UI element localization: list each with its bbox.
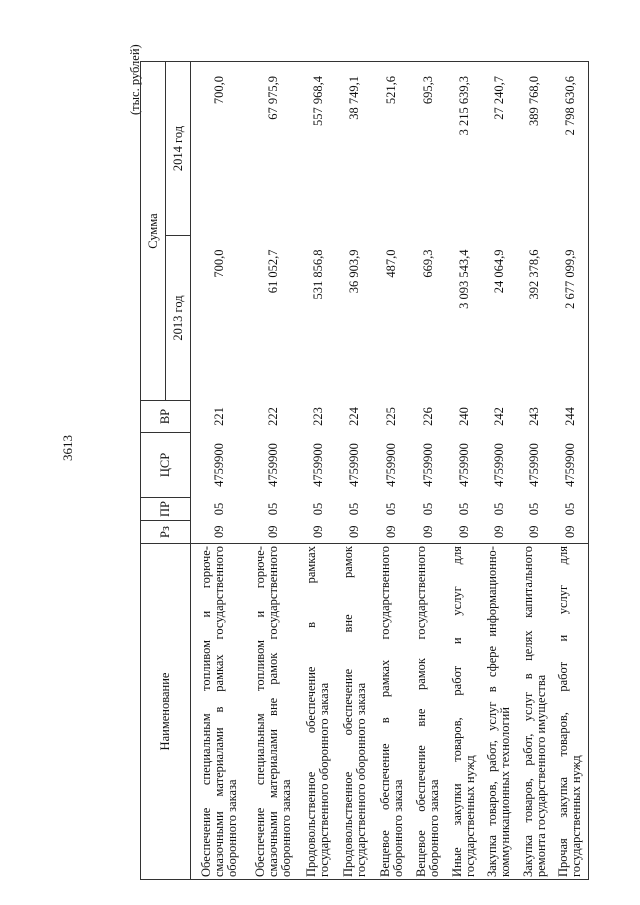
name-word: Иные [450,847,464,877]
name-word: рамках [304,546,318,584]
amount-2013: 2 677 099,9 [553,236,589,401]
amount-2013: 392 378,6 [527,249,541,300]
header-vr: ВР [141,401,191,433]
code-pr: 05 [527,502,541,516]
name-word: топливом [253,639,267,691]
code-rz: 09 [212,525,227,538]
code-rz: 09 [420,525,435,538]
table-row [447,62,482,880]
code-vr: 225 [384,407,398,426]
name-word: государственного [266,546,280,640]
row-name [447,544,482,880]
name-word: работ [450,665,464,696]
row-name [553,544,589,880]
code-vr: 222 [266,407,280,426]
name-word: и [556,634,571,642]
name-word: вне [340,614,355,633]
name-word: работ [556,661,571,692]
name-word: вне [414,708,428,727]
amount-2014: 557 968,4 [301,62,336,236]
table-row [301,62,336,880]
amount-2014: 695,3 [410,62,447,236]
code-csr: 4759900 [491,443,506,487]
name-line [464,546,477,877]
name-line [280,546,293,877]
code-csr: 4759900 [384,443,398,487]
name-word: государственных нужд [463,755,477,877]
amount-2014: 521,6 [374,62,410,236]
amount-2014: 700,0 [191,62,247,236]
code-pr: 05 [384,502,398,516]
name-line [499,546,512,877]
name-word: топливом [199,639,214,691]
name-line [379,546,392,877]
header-rz: Рз [141,521,191,544]
table-row [553,62,589,880]
name-word: государственного [377,546,392,640]
name-word: услуг [450,586,464,616]
table-header [141,62,191,880]
name-line [226,546,239,877]
row-name [301,544,336,880]
name-word: товаров, [485,781,499,826]
code-vr: 242 [491,407,506,426]
name-word: Вещевое [414,830,428,877]
name-word: рамках [212,654,227,692]
code-pr: 05 [310,502,325,516]
amount-2014: 3 215 639,3 [447,62,482,236]
name-word: обеспечение [377,743,392,810]
name-word: в [377,717,392,724]
code-csr: 4759900 [553,433,589,498]
amount-2014: 67 975,9 [247,62,301,236]
code-rz: 09 [527,525,541,538]
name-word: вне [266,697,280,716]
name-word: материалами [212,727,227,797]
name-word: в [485,686,499,693]
code-csr: 4759900 [310,443,325,487]
amount-2013: 700,0 [212,249,227,278]
name-line [355,546,368,877]
name-word: оборонного заказа [427,779,441,877]
name-word: для [556,546,571,565]
name-word: сфере [485,645,499,678]
header-pr: ПР [141,498,191,521]
name-word: рамках [377,659,392,698]
amount-2014: 389 768,0 [517,62,553,236]
name-word: закупка [556,776,571,818]
code-csr: 4759900 [266,443,280,487]
amount-2013: 487,0 [384,249,398,278]
name-word: товаров, [556,712,571,757]
name-word: целях [520,630,535,661]
name-word: услуг [556,584,571,615]
amount-2014: 38 749,1 [336,62,374,236]
name-word: и [450,637,464,645]
table-row [517,62,553,880]
header-2013: 2013 год [166,236,191,401]
name-line [535,546,548,877]
table-row [374,62,410,880]
code-pr: 05 [456,502,471,516]
name-word: работ, [485,740,499,773]
amount-2014: 27 240,7 [482,62,517,236]
name-word: Прочая [556,838,571,877]
name-word: в [304,622,318,628]
code-rz: 09 [266,525,280,538]
name-word: Вещевое [377,830,392,877]
name-word: государственного оборонного заказа [353,682,368,877]
name-word: Обеспечение [199,807,214,877]
table-row [247,62,301,880]
header-name: Наименование [141,544,191,880]
table-row [482,62,517,880]
name-line [522,546,535,877]
amount-2013: 24 064,9 [491,249,506,294]
code-rz: 09 [553,521,589,544]
code-csr: 4759900 [212,443,227,487]
row-name [247,544,301,880]
name-word: рамок [340,546,355,579]
name-word: государственного оборонного заказа [317,682,331,877]
name-word: специальным [199,713,214,786]
name-line [428,546,441,877]
code-rz: 09 [456,525,471,538]
code-csr: 4759900 [456,443,471,487]
amount-2013: 669,3 [420,249,435,278]
row-name [482,544,517,880]
name-word: государственного [212,546,227,640]
code-rz: 09 [491,525,506,538]
name-word: обеспечение [414,745,428,812]
name-word: материалами [266,729,280,799]
page-number: 3613 [60,435,75,461]
name-line [392,546,405,877]
name-word: специальным [253,713,267,786]
name-word: смазочными [212,811,227,877]
code-vr: 224 [347,407,361,426]
code-rz: 09 [384,525,398,538]
row-name [410,544,447,880]
name-word: коммуникационных технологий [498,707,512,877]
header-csr: ЦСР [141,433,191,498]
code-vr: 244 [553,401,589,433]
amount-2014: 2 798 630,6 [553,62,589,236]
name-word: закупки [450,783,464,826]
name-word: услуг [485,701,499,731]
budget-table [140,61,589,880]
table-row [410,62,447,880]
code-rz: 09 [347,525,361,538]
name-word: обеспечение [340,668,355,736]
code-csr: 4759900 [527,443,541,487]
name-word: и [253,610,267,618]
name-word: товаров, [450,717,464,762]
name-word: в [520,673,535,680]
name-word: товаров, [520,778,535,823]
code-rz: 09 [310,525,325,538]
code-vr: 223 [310,407,325,426]
table-body [191,62,589,880]
name-word: капитального [520,546,535,618]
name-word: рамок [266,652,280,685]
row-name [374,544,410,880]
amount-2013: 3 093 543,4 [456,249,471,309]
code-pr: 05 [491,502,506,516]
name-word: информационно- [485,546,499,637]
name-line [318,546,331,877]
code-pr: 05 [212,502,227,516]
name-word: Закупка [485,834,499,877]
name-word: Обеспечение [253,807,267,877]
name-line [570,546,583,877]
name-line [342,546,355,877]
name-word: горюче- [253,546,267,589]
name-word: Продовольственное [340,771,355,877]
name-word: и [199,610,214,618]
code-csr: 4759900 [420,443,435,487]
name-word: в [212,706,227,713]
name-word: оборонного заказа [390,779,405,877]
name-word: Продовольственное [304,771,318,877]
name-word: обеспечение [304,666,318,734]
row-name [517,544,553,880]
header-sum: Сумма [141,62,166,401]
code-csr: 4759900 [347,443,361,487]
name-word: оборонного заказа [225,779,240,877]
name-word: горюче- [199,546,214,589]
code-pr: 05 [347,502,361,516]
amount-2013: 531 856,8 [310,249,325,300]
name-word: ремонта государственного имущества [533,674,548,877]
row-name [191,544,247,880]
name-word: смазочными [266,811,280,877]
name-word: Закупка [520,834,535,877]
header-2014: 2014 год [166,62,191,236]
name-word: работ, [520,733,535,766]
name-word: услуг [520,691,535,722]
row-name [336,544,374,880]
name-word: государственных нужд [569,755,584,877]
amount-2013: 61 052,7 [266,249,280,294]
units-label: (тыс. рублей) [128,44,142,115]
name-word: оборонного заказа [279,779,293,877]
code-vr: 240 [456,407,471,426]
name-word: для [450,546,464,565]
code-vr: 226 [420,407,435,426]
code-vr: 221 [212,407,227,426]
code-pr: 05 [266,502,280,516]
name-word: рамок [414,658,428,691]
table-row [336,62,374,880]
amount-2013: 36 903,9 [347,249,361,294]
code-pr: 05 [553,498,589,521]
name-word: государственного [414,546,428,640]
code-pr: 05 [420,502,435,516]
table-row [191,62,247,880]
code-vr: 243 [527,407,541,426]
